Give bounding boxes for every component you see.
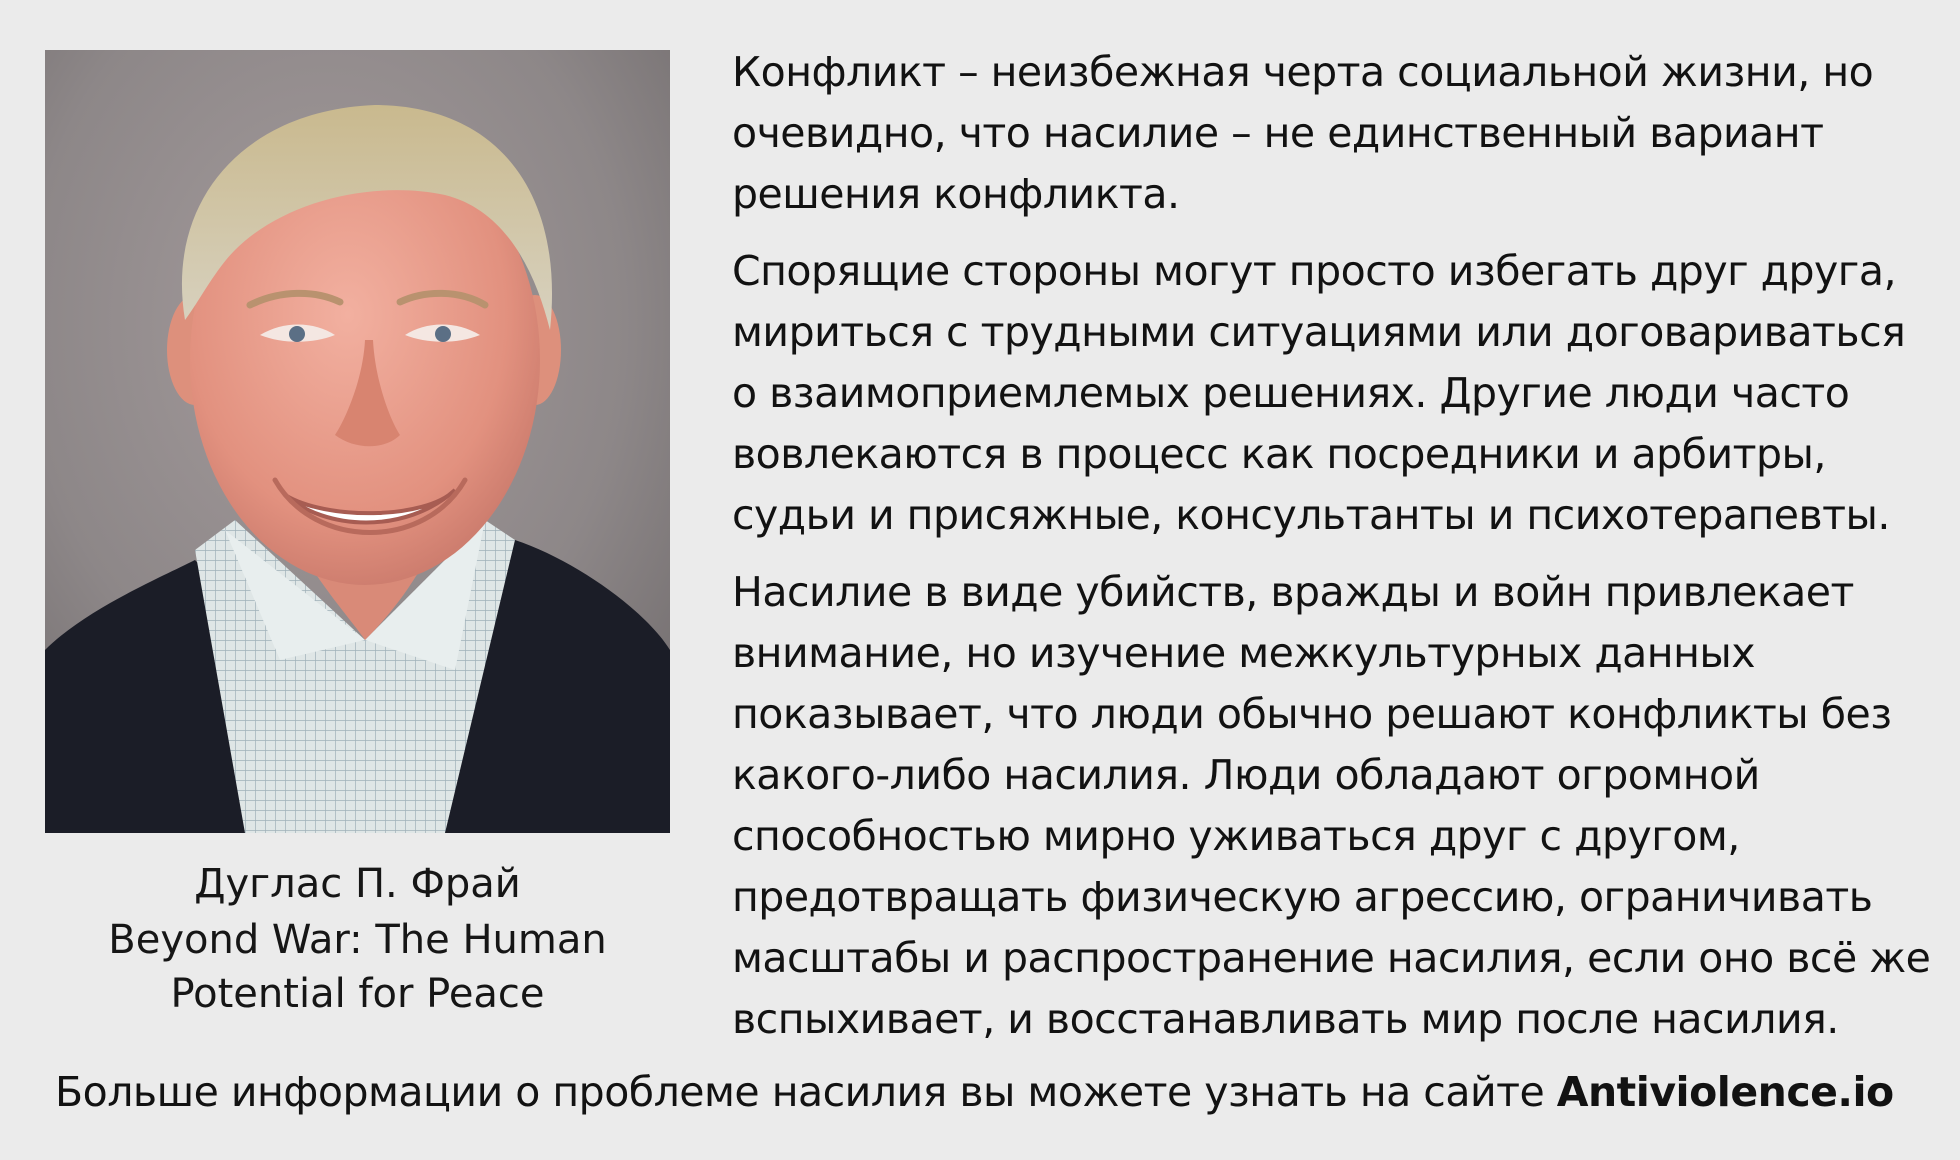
- book-title: Beyond War: The Human Potential for Peace: [108, 917, 607, 1017]
- quote-paragraph: Конфликт – неизбежная черта социальной жизни, но очевидно, что насилие – не единственный вариант решения конфликта.: [732, 48, 1874, 218]
- footer-text: Больше информации о проблеме насилия вы можете узнать на сайте: [55, 1068, 1545, 1116]
- quote-paragraph: Спорящие стороны могут просто избегать друг друга, мириться с трудными ситуациями или договариваться о взаимоприемлемых решениях. Другие люди часто вовлекаются в процесс как посредники и арбитры, судьи и присяжные, консультанты и психотерапевты.: [732, 247, 1906, 539]
- quote-text: [732, 42, 1937, 1050]
- quote-paragraph: Насилие в виде убийств, вражды и войн привлекает внимание, но изучение межкультурных данных показывает, что люди обычно решают конфликты без какого-либо насилия. Люди обладают огромной способностью мирно уживаться друг с другом, предотвращать физическую агрессию, ограничивать масштабы и распространение насилия, если оно всё же вспыхивает, и восстанавливать мир после насилия.: [732, 568, 1931, 1043]
- footer-banner: [55, 1062, 1915, 1122]
- portrait-caption: [45, 855, 670, 1021]
- author-portrait: [45, 50, 670, 833]
- website-link[interactable]: Antiviolence.io: [1556, 1068, 1894, 1116]
- author-name: Дуглас П. Фрай: [194, 861, 521, 907]
